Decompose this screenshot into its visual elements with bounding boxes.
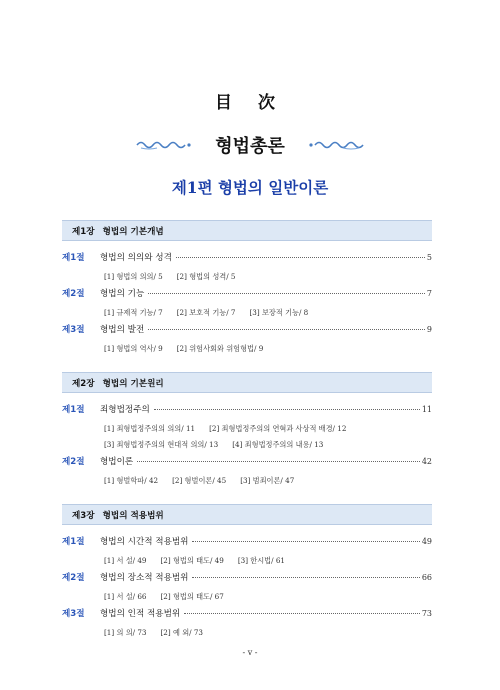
section-title: 형법의 인적 적용범위 — [100, 609, 181, 619]
section-page-number: 73 — [421, 609, 432, 618]
section-title: 형법의 기능 — [100, 289, 145, 299]
dot-leader — [176, 256, 425, 258]
subsection-entry[interactable]: [2] 보호적 기능/ 7 — [176, 308, 236, 317]
section-title: 형법의 발전 — [100, 325, 145, 335]
section-page-number: 66 — [421, 573, 432, 582]
subsection-entry[interactable]: [2] 형벌이론/ 45 — [172, 476, 227, 485]
section-number: 제2절 — [62, 457, 85, 467]
subsection-line — [62, 306, 432, 319]
section-entry[interactable] — [62, 251, 432, 267]
right-ornament-icon — [309, 138, 365, 152]
subsection-line — [62, 270, 432, 283]
section-entry[interactable] — [62, 323, 432, 339]
subsection-line — [62, 554, 432, 567]
subsection-line — [62, 474, 432, 487]
chapter-header[interactable] — [62, 372, 432, 393]
section-number: 제3절 — [62, 325, 85, 335]
toc-title: 目 次 — [215, 93, 285, 113]
dot-leader — [137, 460, 420, 462]
section-title: 죄형법정주의 — [100, 405, 150, 415]
section-page-number: 11 — [421, 405, 432, 414]
dot-leader — [192, 540, 419, 542]
subsection-entry[interactable]: [1] 서 설/ 66 — [104, 592, 147, 601]
dot-leader — [148, 292, 425, 294]
section-page-number: 9 — [426, 325, 432, 334]
chapter-header[interactable] — [62, 504, 432, 525]
section-entry[interactable] — [62, 535, 432, 551]
subsection-entry[interactable]: [3] 보장적 기능/ 8 — [249, 308, 309, 317]
subsection-line — [62, 626, 432, 639]
chapter-block — [62, 372, 432, 487]
dot-leader — [154, 408, 420, 410]
subsection-entry[interactable]: [2] 형법의 태도/ 67 — [160, 592, 224, 601]
chapter-header[interactable] — [62, 220, 432, 241]
subsection-entry[interactable]: [1] 형법의 의의/ 5 — [104, 272, 163, 281]
section-number: 제2절 — [62, 289, 85, 299]
part-header — [0, 132, 500, 158]
chapter-title: 형법의 기본개념 — [102, 226, 164, 237]
chapter-number: 제3장 — [72, 510, 95, 521]
subsection-entry[interactable]: [4] 죄형법정주의의 내용/ 13 — [232, 440, 324, 449]
subsection-entry[interactable]: [1] 형벌학파/ 42 — [104, 476, 159, 485]
subsection-entry[interactable]: [1] 규제적 기능/ 7 — [104, 308, 163, 317]
chapter-block — [62, 504, 432, 639]
section-entry[interactable] — [62, 571, 432, 587]
subsection-line — [62, 438, 432, 451]
section-title: 형법의 의의와 성격 — [100, 253, 172, 263]
section-title: 형법의 장소적 적용범위 — [100, 573, 189, 583]
chapter-title: 형법의 기본원리 — [102, 378, 164, 389]
subsection-entry[interactable]: [2] 죄형법정주의의 연혁과 사상적 배경/ 12 — [209, 424, 347, 433]
subsection-line — [62, 422, 432, 435]
left-ornament-icon — [135, 138, 191, 152]
subsection-entry[interactable]: [2] 예 외/ 73 — [160, 628, 203, 637]
dot-leader — [192, 576, 419, 578]
subsection-entry[interactable]: [2] 형법의 성격/ 5 — [176, 272, 236, 281]
dot-leader — [148, 328, 425, 330]
section-number: 제1절 — [62, 405, 85, 415]
section-title: 형법이론 — [100, 457, 134, 467]
part-title: 형법총론 — [215, 136, 285, 157]
section-page-number: 42 — [421, 457, 432, 466]
subsection-entry[interactable]: [1] 형법의 역사/ 9 — [104, 344, 163, 353]
section-page-number: 5 — [426, 253, 432, 262]
chapter-number: 제2장 — [72, 378, 95, 389]
section-number: 제2절 — [62, 573, 85, 583]
subsection-line — [62, 590, 432, 603]
subsection-entry[interactable]: [3] 범죄이론/ 47 — [240, 476, 295, 485]
dot-leader — [184, 612, 420, 614]
subsection-entry[interactable]: [3] 한시법/ 61 — [237, 556, 285, 565]
subsection-entry[interactable]: [1] 죄형법정주의의 의의/ 11 — [104, 424, 196, 433]
section-title: 형법의 시간적 적용범위 — [100, 537, 189, 547]
toc-content — [62, 220, 432, 656]
division-title: 제1편 형법의 일반이론 — [171, 178, 329, 197]
section-number: 제3절 — [62, 609, 85, 619]
section-page-number: 7 — [426, 289, 432, 298]
subsection-entry[interactable]: [2] 위험사회와 위험형법/ 9 — [176, 344, 264, 353]
chapter-number: 제1장 — [72, 226, 95, 237]
section-number: 제1절 — [62, 253, 85, 263]
chapter-block — [62, 220, 432, 355]
subsection-entry[interactable]: [1] 서 설/ 49 — [104, 556, 147, 565]
footer-page-number: - v - — [242, 648, 258, 657]
section-number: 제1절 — [62, 537, 85, 547]
subsection-line — [62, 342, 432, 355]
subsection-entry[interactable]: [3] 죄형법정주의의 현대적 의의/ 13 — [104, 440, 219, 449]
section-entry[interactable] — [62, 455, 432, 471]
section-page-number: 49 — [421, 537, 432, 546]
subsection-entry[interactable]: [1] 의 의/ 73 — [104, 628, 147, 637]
section-entry[interactable] — [62, 287, 432, 303]
subsection-entry[interactable]: [2] 형법의 태도/ 49 — [160, 556, 224, 565]
section-entry[interactable] — [62, 403, 432, 419]
chapter-title: 형법의 적용범위 — [102, 510, 164, 521]
section-entry[interactable] — [62, 607, 432, 623]
